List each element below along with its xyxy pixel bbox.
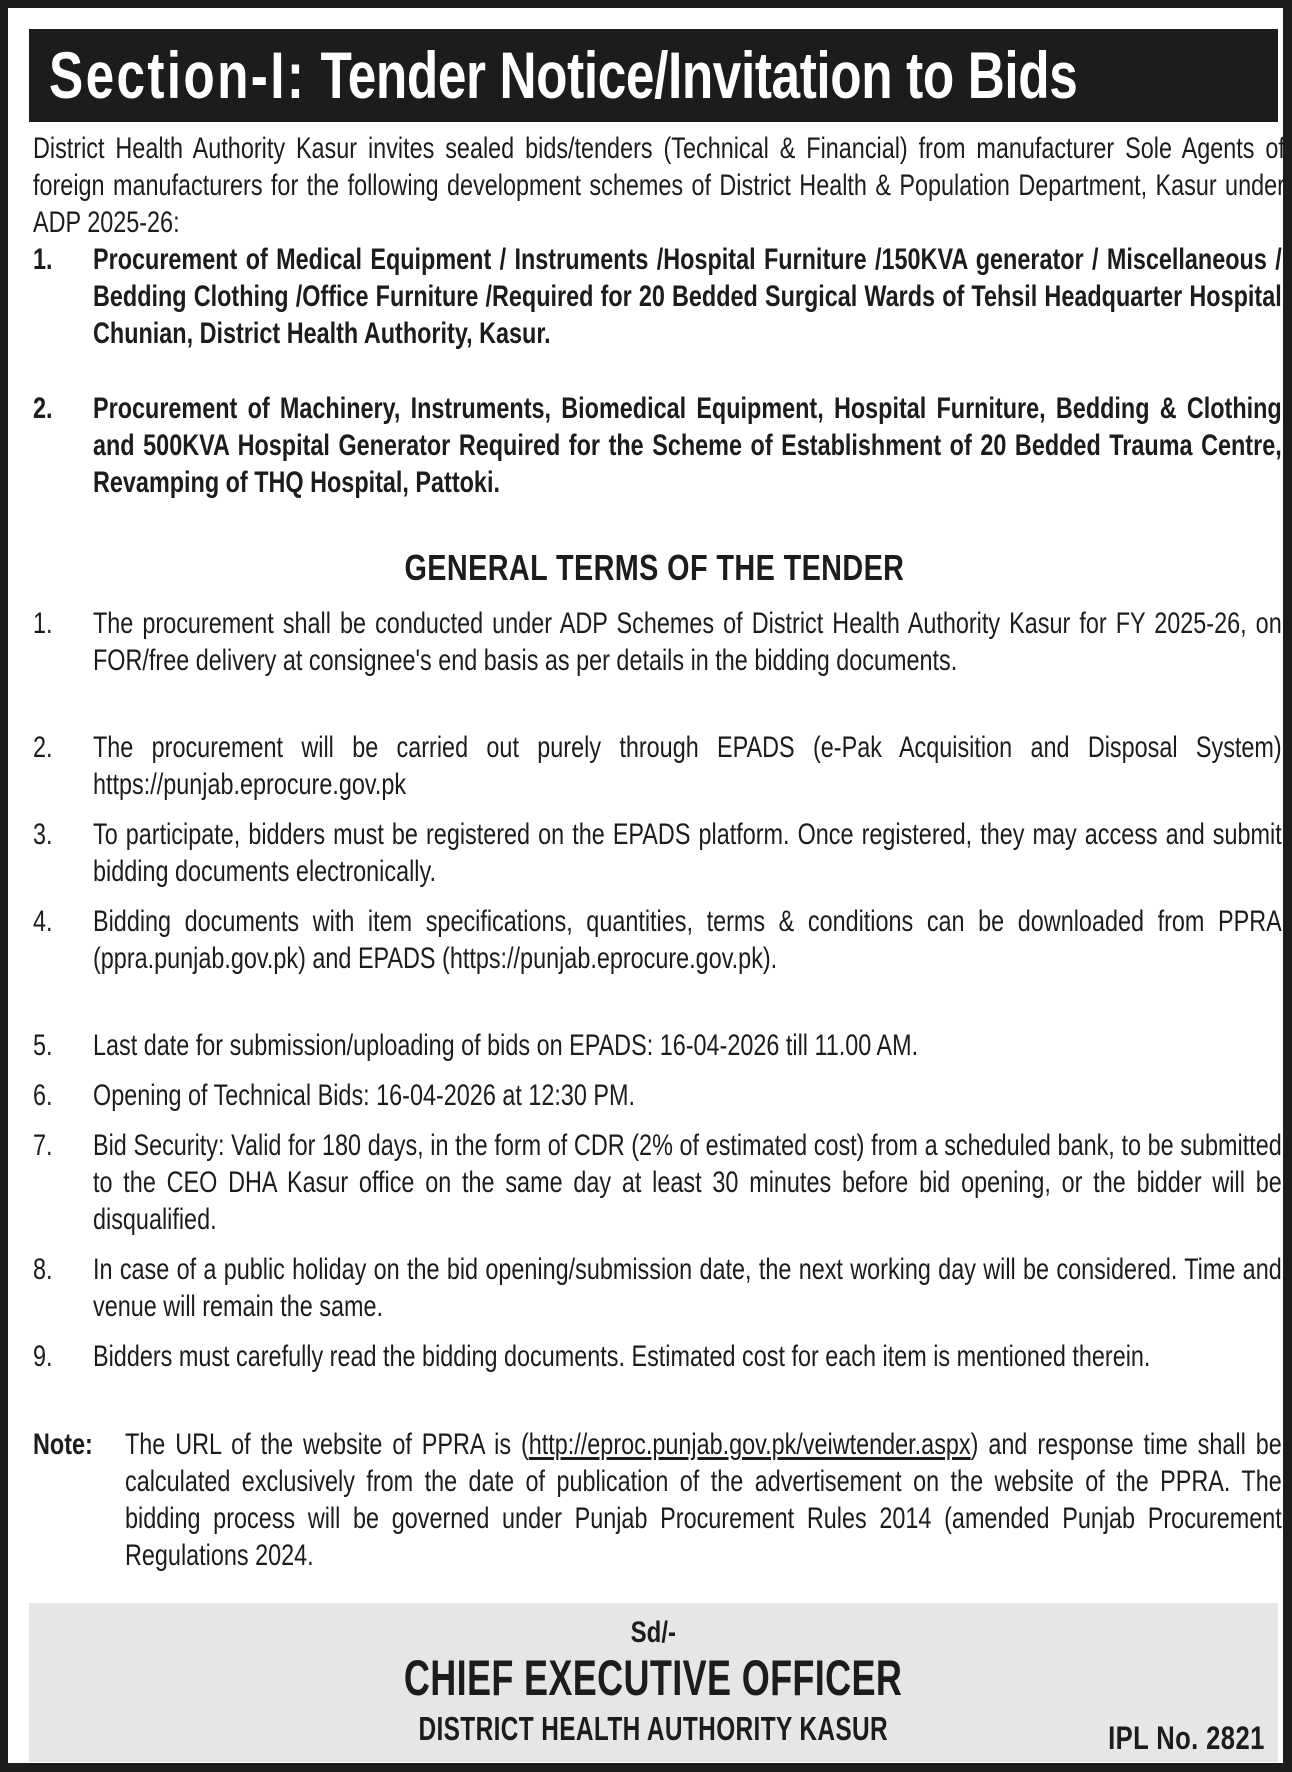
term-item: The procurement will be carried out purely through EPADS (e-Pak Acquisition and Disposal System) https://punjab.eprocure.gov.pk [93, 731, 1282, 801]
term-number: 5. [33, 1029, 53, 1062]
note-label: Note: [33, 1428, 93, 1461]
title-text: Tender Notice/Invitation to Bids [320, 38, 1078, 112]
term-item: Bid Security: Valid for 180 days, in the form of CDR (2% of estimated cost) from a scheduled bank, to be submitted to the CEO DHA Kasur office on the same day at least 30 minutes before bid opening, or the bidder will be disqualified. [93, 1129, 1282, 1236]
intro-paragraph: District Health Authority Kasur invites sealed bids/tenders (Technical & Financial) from manufacturer Sole Agents of foreign manufacturers for the following development schemes of District Health & Population Department, Kasur under ADP 2025-26: [33, 132, 1285, 239]
term-item: Last date for submission/uploading of bids on EPADS: 16-04-2026 till 11.00 AM. [93, 1029, 919, 1062]
signature-block [29, 1603, 1278, 1762]
signatory-designation [29, 1650, 1278, 1706]
term-number: 2. [33, 731, 53, 764]
term-item: In case of a public holiday on the bid opening/submission date, the next working day will be considered. Time and venue will remain the same. [93, 1253, 1282, 1323]
signatory-designation-text: CHIEF EXECUTIVE OFFICER [404, 1650, 903, 1706]
term-number: 9. [33, 1340, 53, 1373]
signature-mark [29, 1615, 1278, 1651]
term-item: The procurement shall be conducted under ADP Schemes of District Health Authority Kasur for FY 2025-26, on FOR/free delivery at consignee's end basis as per details in the bidding documents. [93, 607, 1282, 677]
ipl-number: IPL No. 2821 [1108, 1720, 1265, 1756]
scheme-number: 2. [33, 392, 53, 425]
scheme-item: Procurement of Medical Equipment / Instruments /Hospital Furniture /150KVA generator / Miscellaneous / Bedding Clothing /Office Furniture /Required for 20 Bedded Surgical Wards of Tehsil Headquarter Hospital Chunian, District Health Authority, Kasur. [93, 243, 1282, 350]
term-item: To participate, bidders must be registered on the EPADS platform. Once registered, they may access and submit bidding documents electronically. [93, 818, 1282, 888]
term-number: 1. [33, 607, 53, 640]
note-text-after: ) and response time shall be calculated exclusively from the date of publication of the advertisement on the website of the PPRA. The bidding process will be governed under Punjab Procurement Rules 2014 (amended Punjab Procurement Regulations 2024. [125, 1428, 1282, 1572]
term-number: 4. [33, 905, 53, 938]
term-item: Bidding documents with item specifications, quantities, terms & conditions can be downloaded from PPRA (ppra.punjab.gov.pk) and EPADS (https://punjab.eprocure.gov.pk). [93, 905, 1282, 975]
signatory-organization [29, 1709, 1278, 1749]
signatory-organization-text: DISTRICT HEALTH AUTHORITY KASUR [418, 1710, 889, 1747]
term-item: Opening of Technical Bids: 16-04-2026 at 12:30 PM. [93, 1079, 636, 1112]
scheme-item: Procurement of Machinery, Instruments, Biomedical Equipment, Hospital Furniture, Bedding & Clothing and 500KVA Hospital Generator Required for the Scheme of Establishment of 20 Bedded Trauma Centre, Revamping of THQ Hospital, Pattoki. [93, 392, 1282, 499]
term-number: 3. [33, 818, 53, 851]
page-title [49, 37, 1259, 113]
ppra-link[interactable]: http://eproc.punjab.gov.pk/veiwtender.aspx [528, 1428, 971, 1461]
signature-mark-text: Sd/- [630, 1616, 677, 1649]
term-number: 7. [33, 1129, 53, 1162]
section-label: Section-I: [49, 38, 307, 112]
title-banner [29, 29, 1278, 122]
note-text [125, 1426, 1282, 1574]
general-terms-heading-text: GENERAL TERMS OF THE TENDER [404, 547, 904, 588]
term-item: Bidders must carefully read the bidding documents. Estimated cost for each item is mentioned therein. [93, 1340, 1151, 1373]
scheme-number: 1. [33, 243, 53, 276]
term-number: 6. [33, 1079, 53, 1112]
general-terms-heading [8, 546, 1292, 590]
term-number: 8. [33, 1253, 53, 1286]
note-text-before: The URL of the website of PPRA is ( [125, 1428, 529, 1461]
